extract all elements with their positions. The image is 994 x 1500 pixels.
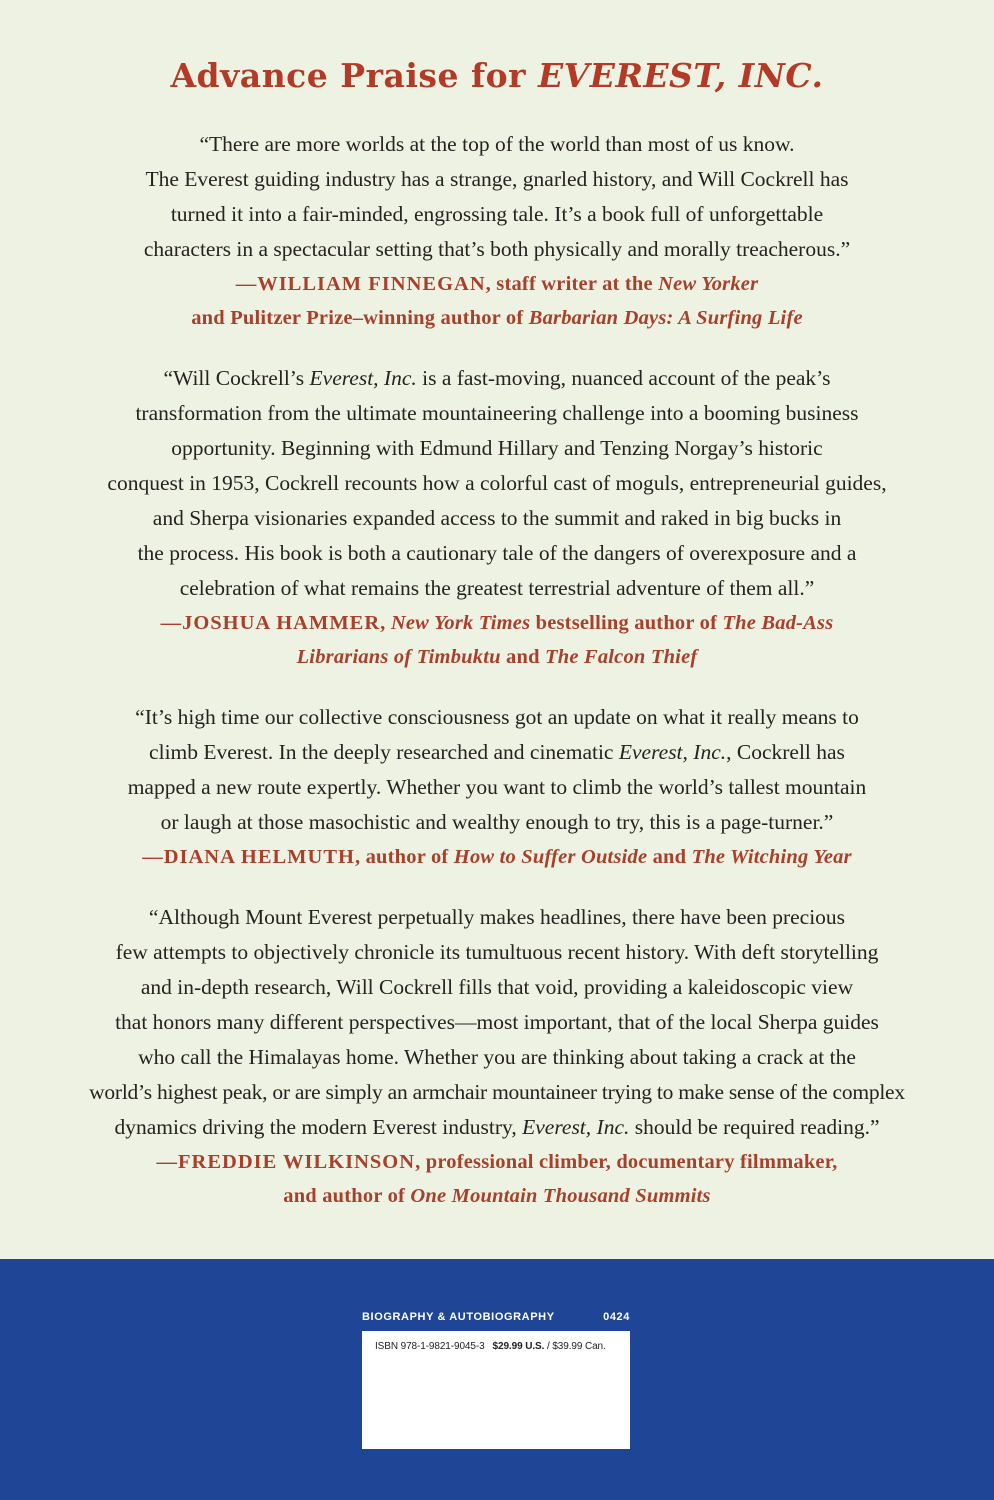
quote-line: that honors many different perspectives—most important, that of the local Sherpa guides bbox=[115, 1010, 879, 1034]
title-prefix: Advance Praise for bbox=[170, 56, 539, 95]
quote-line: turned it into a fair-minded, engrossing tale. It’s a book full of unforgettable bbox=[170, 202, 824, 226]
quote-text: climb Everest. In the deeply researched and cinematic bbox=[149, 740, 619, 764]
category-code: 0424 bbox=[603, 1311, 630, 1323]
book-title-ref: One Mountain Thousand Summits bbox=[410, 1185, 711, 1207]
blurb-hammer bbox=[40, 361, 954, 674]
quote-text: dynamics driving the modern Everest industry, bbox=[114, 1115, 523, 1139]
quote-text: is a fast-moving, nuanced account of the peak’s bbox=[416, 366, 831, 390]
attribution-name: —WILLIAM FINNEGAN bbox=[235, 273, 486, 295]
category-label bbox=[362, 1311, 630, 1327]
attribution-line bbox=[40, 840, 954, 874]
book-title-ref: The Bad-Ass bbox=[722, 612, 834, 634]
quote-line: celebration of what remains the greatest terrestrial adventure of them all.” bbox=[179, 576, 815, 600]
attribution-text: , staff writer at the bbox=[485, 273, 659, 295]
isbn-price-line bbox=[375, 1341, 606, 1352]
attribution-text: and Pulitzer Prize–winning author of bbox=[191, 307, 529, 329]
quote-line bbox=[40, 361, 954, 396]
attribution-text: and bbox=[647, 846, 692, 868]
attribution-text: and bbox=[500, 646, 546, 668]
publication-title: New York Times bbox=[390, 612, 531, 634]
publication-title: New Yorker bbox=[658, 273, 759, 295]
book-title-ref: The Falcon Thief bbox=[545, 646, 698, 668]
quote-line: world’s highest peak, or are simply an armchair mountaineer trying to make sense of the complex bbox=[89, 1080, 905, 1104]
category-text: BIOGRAPHY & AUTOBIOGRAPHY bbox=[362, 1311, 555, 1323]
quote-line: and Sherpa visionaries expanded access to the summit and raked in big bucks in bbox=[152, 506, 842, 530]
blurb-wilkinson bbox=[40, 900, 954, 1213]
attribution-line bbox=[40, 1145, 954, 1179]
attribution-line bbox=[40, 606, 954, 640]
quote-line: conquest in 1953, Cockrell recounts how a colorful cast of moguls, entrepreneurial guides, bbox=[107, 471, 887, 495]
quote-line: few attempts to objectively chronicle its tumultuous recent history. With deft storytelling bbox=[115, 940, 879, 964]
quote-line: “Although Mount Everest perpetually makes headlines, there have been precious bbox=[148, 905, 846, 929]
quote-line: transformation from the ultimate mountaineering challenge into a booming business bbox=[135, 401, 859, 425]
attribution-line bbox=[40, 301, 954, 335]
barcode-box bbox=[362, 1331, 630, 1449]
page-title bbox=[0, 54, 994, 98]
attribution-line bbox=[40, 640, 954, 674]
book-title-ref: How to Suffer Outside bbox=[453, 846, 648, 868]
quote-text: “Will Cockrell’s bbox=[163, 366, 310, 390]
quote-line: “It’s high time our collective consciousness got an update on what it really means to bbox=[135, 705, 859, 729]
quote-line bbox=[40, 1110, 954, 1145]
quote-text: , Cockrell has bbox=[726, 740, 845, 764]
quote-line: The Everest guiding industry has a strange, gnarled history, and Will Cockrell has bbox=[145, 167, 849, 191]
book-title-ref: Everest, Inc. bbox=[522, 1115, 630, 1139]
quote-text: should be required reading.” bbox=[629, 1115, 880, 1139]
price-canada: $39.99 Can. bbox=[552, 1341, 606, 1352]
attribution-name: —JOSHUA HAMMER bbox=[160, 612, 381, 634]
quote-line: “There are more worlds at the top of the world than most of us know. bbox=[199, 132, 795, 156]
attribution-text: and author of bbox=[283, 1185, 411, 1207]
price-us: $29.99 U.S. bbox=[492, 1341, 545, 1352]
book-title: EVEREST, INC. bbox=[538, 56, 824, 95]
attribution-text: , bbox=[380, 612, 391, 634]
book-title-ref: Librarians of Timbuktu bbox=[296, 646, 501, 668]
attribution-text: , author of bbox=[354, 846, 454, 868]
quote-line: the process. His book is both a cautionary tale of the dangers of overexposure and a bbox=[137, 541, 857, 565]
quote-line: mapped a new route expertly. Whether you want to climb the world’s tallest mountain bbox=[127, 775, 867, 799]
book-title-ref: The Witching Year bbox=[691, 846, 852, 868]
attribution-line bbox=[40, 1179, 954, 1213]
attribution-name: —DIANA HELMUTH bbox=[142, 846, 355, 868]
quote-line: or laugh at those masochistic and wealthy enough to try, this is a page-turner.” bbox=[160, 810, 834, 834]
attribution-text: , professional climber, documentary filmmaker, bbox=[415, 1151, 838, 1173]
isbn-number: ISBN 978-1-9821-9045-3 bbox=[375, 1341, 485, 1352]
quote-line bbox=[40, 735, 954, 770]
book-title-ref: Everest, Inc. bbox=[618, 740, 727, 764]
price-separator: / bbox=[544, 1341, 553, 1352]
quote-line: and in-depth research, Will Cockrell fills that void, providing a kaleidoscopic view bbox=[140, 975, 854, 999]
attribution-line bbox=[40, 267, 954, 301]
attribution-name: —FREDDIE WILKINSON bbox=[156, 1151, 416, 1173]
blurb-helmuth bbox=[40, 700, 954, 874]
quote-line: characters in a spectacular setting that’s both physically and morally treacherous.” bbox=[143, 237, 851, 261]
quote-line: who call the Himalayas home. Whether you are thinking about taking a crack at the bbox=[138, 1045, 856, 1069]
book-title-ref: Everest, Inc. bbox=[309, 366, 417, 390]
book-title-ref: Barbarian Days: A Surfing Life bbox=[528, 307, 803, 329]
blurb-finnegan bbox=[40, 127, 954, 335]
quote-line: opportunity. Beginning with Edmund Hillary and Tenzing Norgay’s historic bbox=[171, 436, 823, 460]
attribution-text: bestselling author of bbox=[530, 612, 723, 634]
